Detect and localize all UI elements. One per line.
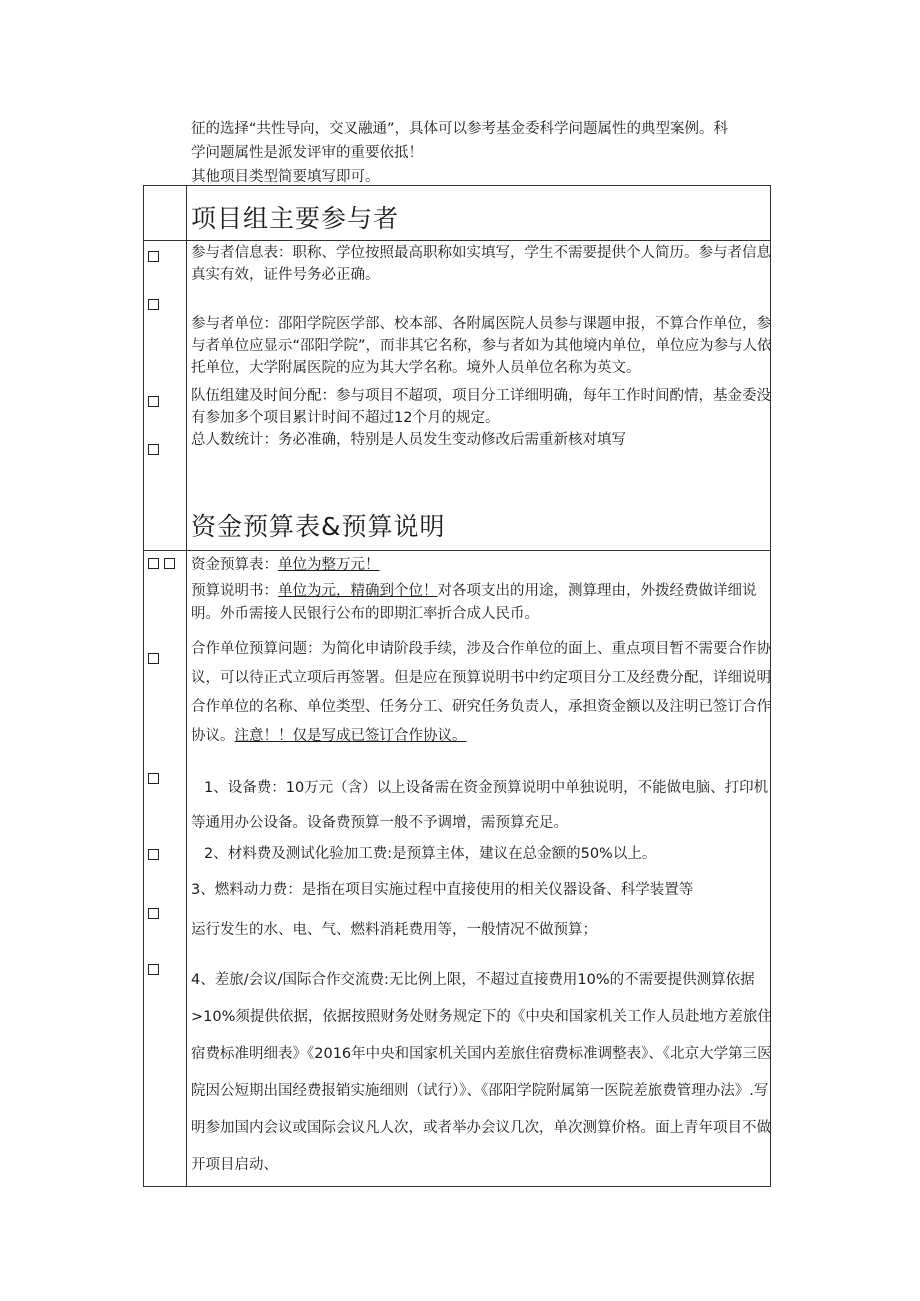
checkbox[interactable] <box>148 558 159 569</box>
participant-unit-paragraph: 参与者单位：邵阳学院医学部、校本部、各附属医院人员参与课题申报，不算合作单位，参与者单位应显示“邵阳学院”，而非其它名称，参与者如为其他境内单位，单位应为参与人依托单位，大学附属医院的应为其大学名称。境外人员单位名称为英文。 <box>191 316 772 376</box>
checkbox[interactable] <box>148 251 159 262</box>
section-heading-participants: 项目组主要参与者 <box>191 204 400 233</box>
table-row-divider <box>143 550 771 551</box>
fuel-power-fee-line: 3、燃料动力费：是指在项目实施过程中直接使用的相关仪器设备、科学装置等 <box>191 882 694 898</box>
section-heading-budget: 资金预算表&预算说明 <box>191 512 446 541</box>
budget-table-note: 资金预算表：单位为整万元！ <box>191 557 380 573</box>
fuel-power-fee-line: 运行发生的水、电、气、燃料消耗费用等，一般情况不做预算； <box>191 922 597 938</box>
intro-line: 征的选择“共性导向，交叉融通”，具体可以参考基金委科学问题属性的典型案例。科 <box>191 121 729 137</box>
checkbox[interactable] <box>164 558 175 569</box>
checkbox[interactable] <box>148 773 159 784</box>
underlined-note: 单位为整万元！ <box>278 557 380 573</box>
checkbox[interactable] <box>148 653 159 664</box>
intro-text <box>191 117 781 189</box>
underlined-note: 单位为元，精确到个位！ <box>278 583 438 599</box>
intro-line: 其他项目类型简要填写即可。 <box>191 169 380 185</box>
checkbox[interactable] <box>148 849 159 860</box>
intro-line: 学问题属性是派发评审的重要依抵！ <box>191 145 423 161</box>
material-fee-paragraph: 2、材料费及测试化验加工费:是预算主体，建议在总金额的50%以上。 <box>204 846 657 862</box>
participant-info-paragraph: 参与者信息表：职称、学位按照最高职称如实填写，学生不需要提供个人简历。参与者信息真实有效，证件号务必正确。 <box>191 245 771 283</box>
equipment-fee-paragraph: 1、设备费：10万元（含）以上设备需在资金预算说明中单独说明，不能做电脑、打印机等通用办公设备。设备费预算一般不予调增，需预算充足。 <box>191 780 769 831</box>
checkbox[interactable] <box>148 964 159 975</box>
checkbox[interactable] <box>148 396 159 407</box>
checkbox[interactable] <box>148 299 159 310</box>
table-column-divider <box>186 185 187 1187</box>
checkbox[interactable] <box>148 444 159 455</box>
underlined-note: 注意！！仅是写成已签订合作协议。 <box>234 728 467 744</box>
team-time-paragraph: 队伍组建及时间分配：参与项目不超项，项目分工详细明确，每年工作时间酌情，基金委没有参加多个项目累计时间不超过12个月的规定。 <box>191 388 771 426</box>
checkbox[interactable] <box>148 908 159 919</box>
headcount-paragraph: 总人数统计：务必准确，特别是人员发生变动修改后需重新核对填写 <box>191 432 626 448</box>
travel-meeting-fee-paragraph: 4、差旅/会议/国际合作交流费:无比例上限，不超过直接费用10%的不需要提供测算依据>10%须提供依据，依据按照财务处财务规定下的《中央和国家机关工作人员赴地方差旅住宿费标准明细表》《2016年中央和国家机关国内差旅住宿费标准调整表》、《北京大学第三医院因公短期出国经费报销实施细则（试行）》、《邵阳学院附属第一医院差旅费管理办法》.写明参加国内会议或国际会议凡人次，或者举办会议几次，单次测算价格。面上青年项目不做开项目启动、 <box>191 972 772 1173</box>
budget-explanation-paragraph: 预算说明书：单位为元，精确到个位！对各项支出的用途，测算理由，外拨经费做详细说明。外币需接人民银行公布的即期汇率折合成人民币。 <box>191 583 757 622</box>
table-row-divider <box>143 240 771 241</box>
partner-budget-paragraph: 合作单位预算问题：为简化申请阶段手续，涉及合作单位的面上、重点项目暂不需要合作协议，可以待正式立项后再签署。但是应在预算说明书中约定项目分工及经费分配，详细说明合作单位的名称、单位类型、任务分工、研究任务负责人，承担资金额以及注明已签订合作协议。注意！！仅是写成已签订合作协议。 <box>191 641 771 744</box>
